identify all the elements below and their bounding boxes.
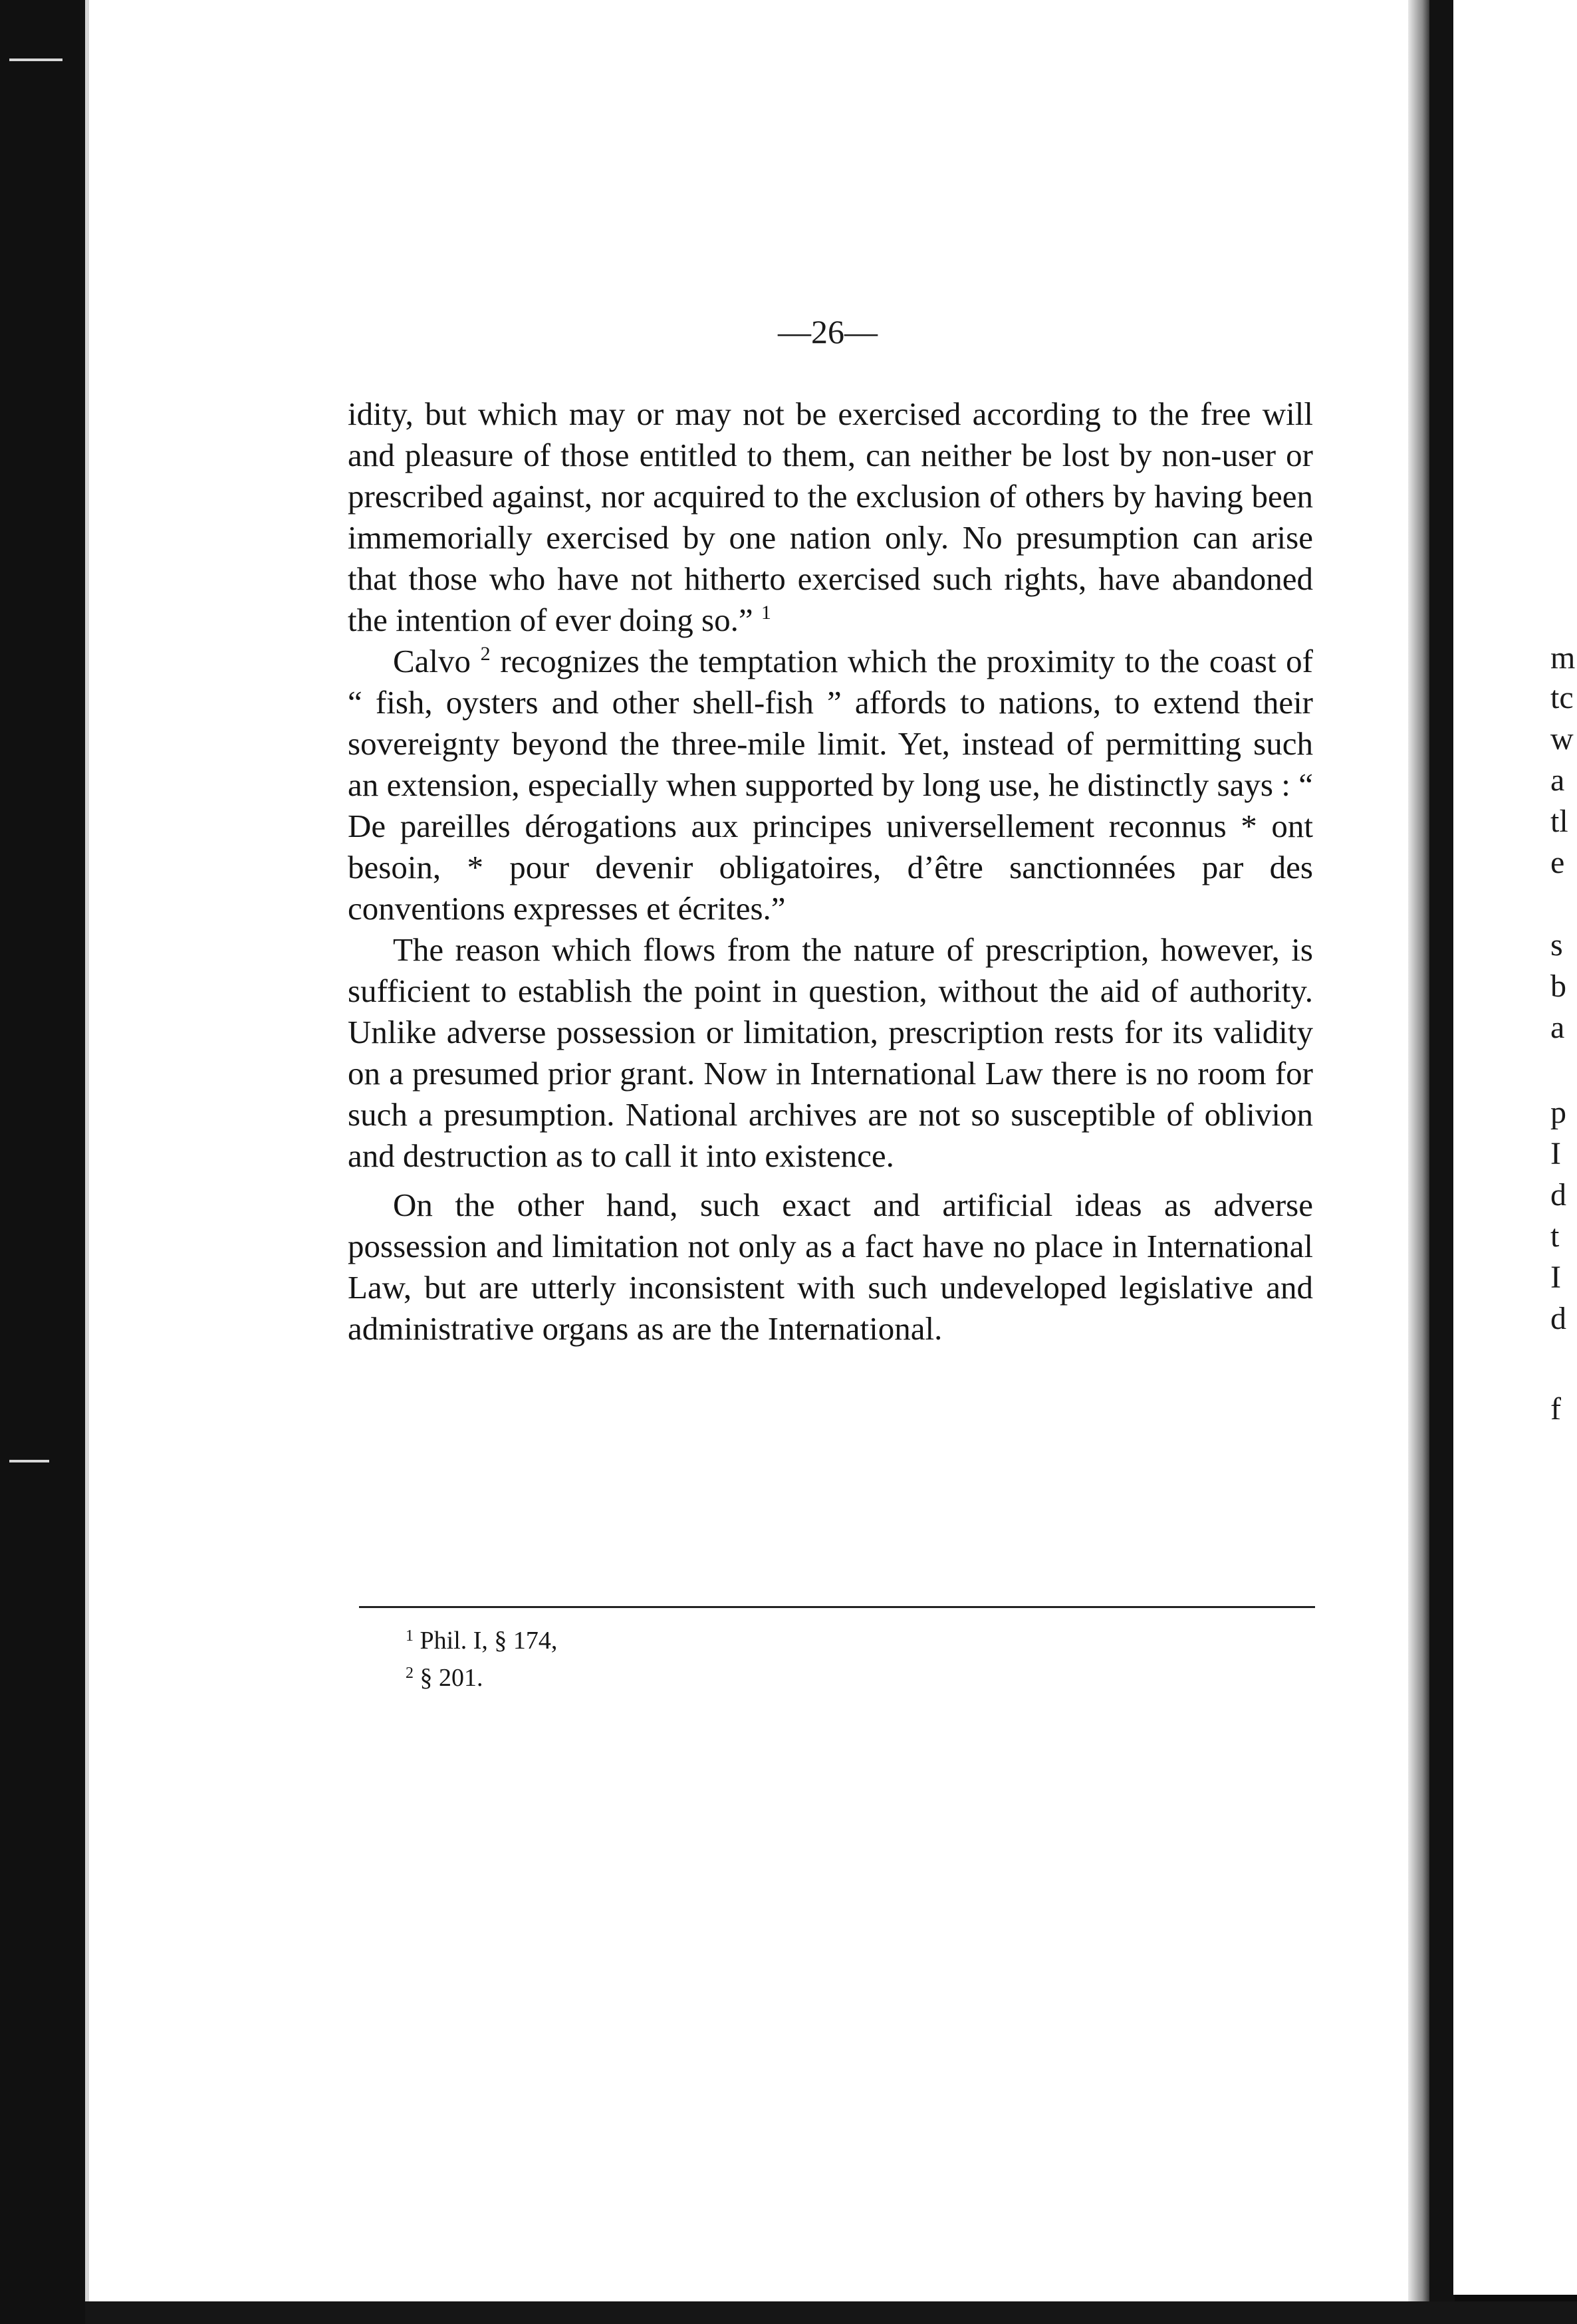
right-page-fragment: w xyxy=(1550,721,1574,756)
right-page-fragment: e xyxy=(1550,845,1565,880)
footnote-ref: 2 xyxy=(480,643,491,665)
right-page-fragment: p xyxy=(1550,1095,1566,1130)
footnotes xyxy=(406,1622,557,1696)
footnote: $^2$ § 201. xyxy=(406,1664,483,1692)
paragraph: On the other hand, such exact and artificial ideas as adverse possession and limitation not only as a fact have no place in International Law, but are utterly inconsistent with such undeveloped legislative and administrative organs as are the International. xyxy=(348,1187,1313,1347)
right-page-fragment: d xyxy=(1550,1177,1566,1213)
right-page-fragment: a xyxy=(1550,762,1565,798)
book-bottom-edge xyxy=(85,2301,1577,2324)
footnote-divider xyxy=(359,1606,1315,1608)
edge-mark xyxy=(9,1460,49,1462)
right-page-fragment: m xyxy=(1550,640,1576,675)
page-curve-shadow xyxy=(1408,0,1432,2307)
body-text xyxy=(348,394,1313,1349)
paragraph: idity, but which may or may not be exercised according to the free will and pleasure of those entitled to them, can neither be lost by non-user or prescribed against, nor acquired to the exclusion of others by having been immemorially exercised by one nation only. No presumption can arise that those who have not hitherto exercised such rights, have abandoned the intention of ever doing so.” $^1$ xyxy=(348,396,1313,638)
edge-mark xyxy=(9,58,62,61)
right-page-fragment: d xyxy=(1550,1301,1566,1336)
right-page-fragment: a xyxy=(1550,1010,1565,1045)
right-page-fragment: I xyxy=(1550,1260,1561,1295)
right-page-fragment: b xyxy=(1550,969,1566,1004)
right-page-fragment: tc xyxy=(1550,680,1574,715)
right-page-fragment: I xyxy=(1550,1136,1561,1171)
book-left-edge xyxy=(0,0,86,2324)
right-page-fragment: f xyxy=(1550,1391,1561,1427)
page-number: —26— xyxy=(778,313,878,350)
book-gutter xyxy=(1429,0,1455,2324)
right-page-fragment: s xyxy=(1550,927,1563,963)
paragraph: The reason which flows from the nature of prescription, however, is sufficient to establish the point in question, without the aid of authority. Unlike adverse possession or limitation, prescription rests for its validity on a presumed prior grant. Now in International Law there is no room for such a presumption. National archives are not so susceptible of oblivion and destruction as to call it into existence. xyxy=(348,931,1313,1174)
footnote-ref: 1 xyxy=(761,602,771,624)
right-page-fragment: tl xyxy=(1550,804,1568,839)
right-page-fragment: t xyxy=(1550,1219,1560,1254)
paragraph: Calvo $^2$ recognizes the temptation which the proximity to the coast of “ fish, oysters and other shell-fish ” affords to nations, to extend their sovereignty beyond the three-mile limit. Yet, instead of permitting such an extension, especially when supported by long use, he distinctly says : “ De pareilles dérogations aux principes universellement reconnus * ont besoin, * pour devenir obligatoires, d’être sanctionnées par des conventions expresses et écrites.” xyxy=(348,643,1314,927)
footnote: $^1$ Phil. I, § 174, xyxy=(406,1627,558,1655)
